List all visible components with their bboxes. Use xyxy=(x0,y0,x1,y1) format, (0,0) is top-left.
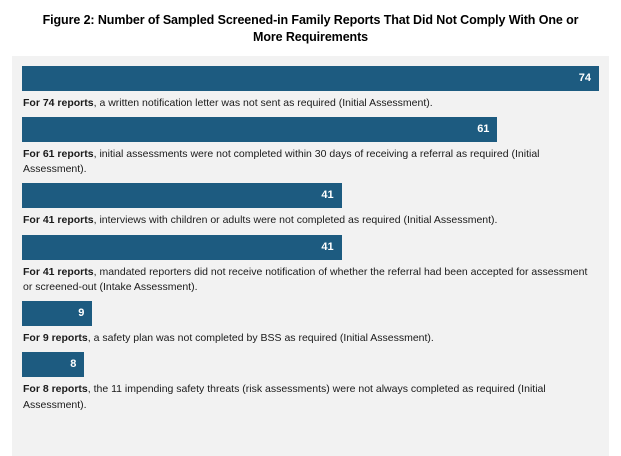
bar-group xyxy=(22,183,599,228)
bar-caption-bold: For 41 reports xyxy=(23,214,94,227)
bar-value-label: 9 xyxy=(78,307,85,320)
bar xyxy=(22,352,84,377)
bar xyxy=(22,301,92,326)
bar-caption xyxy=(22,265,599,295)
bar-caption xyxy=(22,382,599,412)
bar-value-label: 8 xyxy=(70,358,77,371)
bar-row xyxy=(22,352,599,377)
bar-caption-bold: For 8 reports xyxy=(23,383,88,396)
bar-group xyxy=(22,352,599,412)
bar-caption xyxy=(22,331,599,346)
bar xyxy=(22,183,342,208)
bar xyxy=(22,66,599,91)
bar-row xyxy=(22,117,599,142)
bar-caption xyxy=(22,96,599,111)
bar-caption-bold: For 61 reports xyxy=(23,147,94,160)
bar-value-label: 61 xyxy=(477,122,490,135)
bar-caption-rest: , a written notification letter was not sent as required (Initial Assessment). xyxy=(93,96,433,109)
bar-caption-rest: , the 11 impending safety threats (risk assessments) were not always completed as required (Initial Assessment). xyxy=(23,383,546,411)
bar-caption-rest: , interviews with children or adults were not completed as required (Initial Assessment). xyxy=(93,214,498,227)
bar-caption-bold: For 41 reports xyxy=(23,265,94,278)
bar-value-label: 41 xyxy=(321,240,334,253)
bar-group xyxy=(22,235,599,295)
bar xyxy=(22,117,497,142)
bar-row xyxy=(22,301,599,326)
chart-panel xyxy=(12,56,609,456)
bar-group xyxy=(22,117,599,177)
bar-caption-rest: , mandated reporters did not receive notification of whether the referral had been accepted for assessment or screened-out (Intake Assessment). xyxy=(23,265,588,293)
bar-caption xyxy=(22,147,599,177)
bar-row xyxy=(22,183,599,208)
bar-group xyxy=(22,66,599,111)
bar-row xyxy=(22,235,599,260)
bar-group xyxy=(22,301,599,346)
bar-value-label: 41 xyxy=(321,189,334,202)
bar-row xyxy=(22,66,599,91)
bar-caption-rest: , initial assessments were not completed within 30 days of receiving a referral as required (Initial Assessment). xyxy=(23,147,540,176)
bar-caption xyxy=(22,213,599,228)
bar-caption-bold: For 74 reports xyxy=(23,96,94,109)
page-title: Figure 2: Number of Sampled Screened-in Family Reports That Did Not Comply With One or More Requirements xyxy=(42,13,579,44)
bar-caption-rest: , a safety plan was not completed by BSS as required (Initial Assessment). xyxy=(87,332,434,345)
bar xyxy=(22,235,342,260)
bar-value-label: 74 xyxy=(578,71,591,84)
bar-caption-bold: For 9 reports xyxy=(23,332,88,345)
